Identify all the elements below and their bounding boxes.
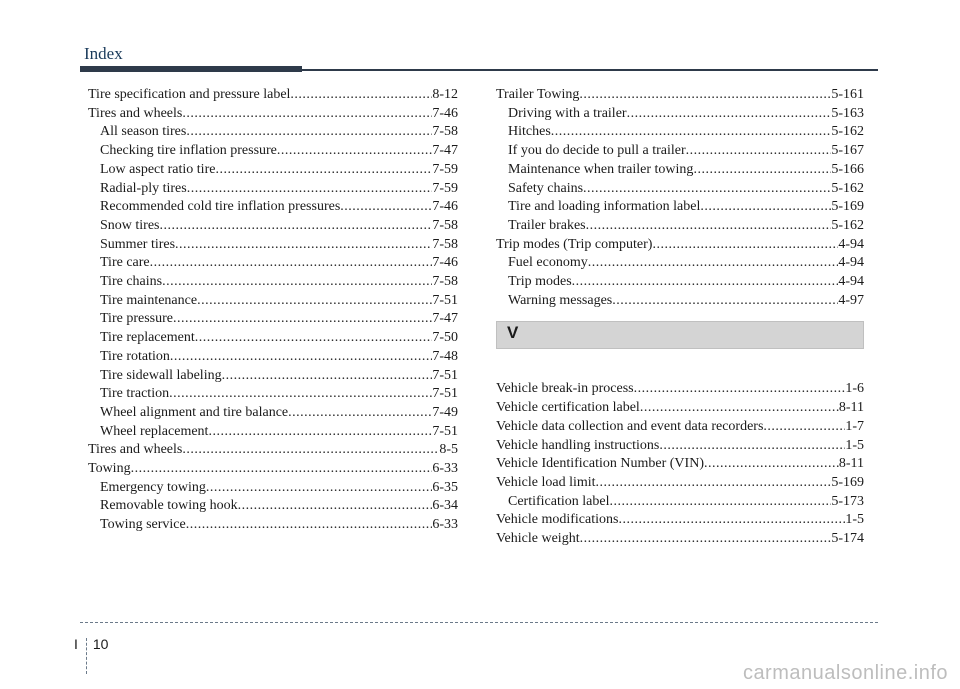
header-rule <box>302 69 878 71</box>
index-page-ref: 5-173 <box>831 493 864 509</box>
index-page-ref: 4-94 <box>838 274 864 290</box>
leader-dots <box>686 142 832 161</box>
index-page-ref: 8-12 <box>432 87 458 102</box>
index-entry[interactable] <box>496 399 864 418</box>
leader-dots <box>588 254 839 273</box>
index-term: Tire specification and pressure label <box>88 87 291 102</box>
leader-dots <box>186 123 432 142</box>
index-term: Snow tires <box>100 217 160 233</box>
index-term: Tire replacement <box>100 330 195 346</box>
index-page-ref: 7-58 <box>432 236 458 252</box>
index-page-ref: 7-46 <box>432 199 458 215</box>
page-title: Index <box>84 44 123 63</box>
index-subentry[interactable] <box>88 310 458 329</box>
leader-dots <box>634 380 846 399</box>
index-page-ref: 1-7 <box>845 418 864 434</box>
header-bar <box>80 66 302 72</box>
leader-dots <box>160 217 433 236</box>
index-subentry[interactable] <box>496 142 864 161</box>
index-subentry[interactable] <box>88 329 458 348</box>
index-page-ref: 7-46 <box>432 105 458 121</box>
leader-dots <box>659 437 845 456</box>
watermark-text: carmanualsonline.info <box>742 662 948 684</box>
index-entry[interactable] <box>496 530 864 549</box>
index-page-ref: 8-11 <box>838 400 864 416</box>
index-term: Vehicle weight <box>496 531 580 547</box>
index-page-ref: 7-58 <box>432 274 458 290</box>
leader-dots <box>277 142 432 161</box>
index-term: Tire care <box>100 255 150 271</box>
index-term: Wheel alignment and tire balance <box>100 404 289 420</box>
leader-dots <box>162 273 432 292</box>
leader-dots <box>150 254 433 273</box>
index-term: Wheel replacement <box>100 423 209 439</box>
leader-dots <box>609 493 831 512</box>
leader-dots <box>195 329 433 348</box>
index-subentry[interactable] <box>496 493 864 512</box>
index-page-ref: 5-162 <box>831 217 864 233</box>
index-term: Driving with a trailer <box>508 105 627 121</box>
index-term: Trailer Towing <box>496 87 580 102</box>
index-term: Hitches <box>508 124 551 140</box>
index-term: Removable towing hook <box>100 498 238 514</box>
index-page-ref: 4-94 <box>838 255 864 271</box>
leader-dots <box>182 105 432 124</box>
leader-dots <box>763 418 845 437</box>
leader-dots <box>551 123 832 142</box>
leader-dots <box>612 292 838 311</box>
leader-dots <box>290 86 432 105</box>
leader-dots <box>215 161 432 180</box>
index-page-ref: 1-5 <box>845 437 864 453</box>
index-term: Vehicle Identification Number (VIN) <box>496 456 704 472</box>
index-entry[interactable] <box>496 474 864 493</box>
index-column-right <box>496 86 864 549</box>
index-page-ref: 5-162 <box>831 180 864 196</box>
leader-dots <box>206 479 432 498</box>
index-subentry[interactable] <box>496 123 864 142</box>
index-subentry[interactable] <box>88 142 458 161</box>
index-term: Low aspect ratio tire <box>100 161 216 177</box>
index-page-ref: 1-6 <box>845 381 864 397</box>
index-subentry[interactable] <box>88 180 458 199</box>
leader-dots <box>238 497 433 516</box>
index-term: Tire and loading information label <box>508 199 701 215</box>
index-subentry[interactable] <box>496 161 864 180</box>
index-page-ref: 7-59 <box>432 161 458 177</box>
leader-dots <box>618 511 845 530</box>
index-term: Tire pressure <box>100 311 173 327</box>
index-page-ref: 5-174 <box>831 531 864 547</box>
index-term: Tires and wheels <box>88 442 183 458</box>
index-subentry[interactable] <box>496 254 864 273</box>
index-page-ref: 5-169 <box>831 199 864 215</box>
index-page-ref: 5-161 <box>831 87 864 102</box>
index-term: Certification label <box>508 493 610 509</box>
index-term: Vehicle load limit <box>496 474 596 490</box>
section-letter-bar <box>496 321 864 349</box>
index-subentry[interactable] <box>496 180 864 199</box>
index-page-ref: 6-33 <box>432 517 458 533</box>
index-term: Tire chains <box>100 274 163 290</box>
index-entry[interactable] <box>88 105 458 124</box>
index-term: Warning messages <box>508 292 613 308</box>
index-subentry[interactable] <box>88 348 458 367</box>
index-page-ref: 7-51 <box>432 367 458 383</box>
index-subentry[interactable] <box>88 273 458 292</box>
footer-separator <box>86 638 87 674</box>
index-term: Tire traction <box>100 386 170 402</box>
leader-dots <box>208 423 432 442</box>
index-subentry[interactable] <box>88 423 458 442</box>
index-term: Vehicle data collection and event data recorders <box>496 418 764 434</box>
index-entry[interactable] <box>496 236 864 255</box>
index-page-ref: 7-46 <box>432 255 458 271</box>
index-subentry[interactable] <box>88 198 458 217</box>
index-page-ref: 7-51 <box>432 292 458 308</box>
index-page-ref: 5-166 <box>831 161 864 177</box>
index-entry[interactable] <box>496 86 864 105</box>
index-column-left <box>88 86 458 535</box>
index-page-ref: 7-48 <box>432 348 458 364</box>
index-page-ref: 7-51 <box>432 423 458 439</box>
footer-section: I <box>74 636 78 652</box>
leader-dots <box>627 105 832 124</box>
index-subentry[interactable] <box>496 198 864 217</box>
leader-dots <box>222 367 433 386</box>
index-page-ref: 1-5 <box>845 512 864 528</box>
leader-dots <box>580 530 832 549</box>
index-term: Radial-ply tires <box>100 180 187 196</box>
index-term: Trip modes <box>508 274 572 290</box>
index-term: Vehicle break-in process <box>496 381 634 397</box>
leader-dots <box>175 236 432 255</box>
index-entry[interactable] <box>496 437 864 456</box>
index-term: Tire maintenance <box>100 292 198 308</box>
leader-dots <box>652 236 838 255</box>
leader-dots <box>197 292 432 311</box>
index-subentry[interactable] <box>88 292 458 311</box>
index-entry[interactable] <box>496 455 864 474</box>
index-page-ref: 7-49 <box>432 404 458 420</box>
leader-dots <box>572 273 839 292</box>
leader-dots <box>131 460 433 479</box>
index-subentry[interactable] <box>88 516 458 535</box>
index-subentry[interactable] <box>88 497 458 516</box>
index-term: Recommended cold tire inflation pressures <box>100 199 341 215</box>
index-subentry[interactable] <box>496 105 864 124</box>
index-page-ref: 5-167 <box>831 143 864 159</box>
index-entry[interactable] <box>88 460 458 479</box>
index-page-ref: 7-50 <box>432 330 458 346</box>
index-page-ref: 8-11 <box>838 456 864 472</box>
section-letter: V <box>507 323 519 343</box>
leader-dots <box>169 385 432 404</box>
leader-dots <box>288 404 432 423</box>
index-page-ref: 6-34 <box>432 498 458 514</box>
index-entry[interactable] <box>496 418 864 437</box>
page-footer <box>74 626 108 662</box>
index-subentry[interactable] <box>88 217 458 236</box>
index-entry[interactable] <box>88 441 458 460</box>
index-subentry[interactable] <box>88 404 458 423</box>
leader-dots <box>182 441 439 460</box>
index-subentry[interactable] <box>88 367 458 386</box>
index-subentry[interactable] <box>88 123 458 142</box>
index-term: Safety chains <box>508 180 584 196</box>
index-page-ref: 7-47 <box>432 143 458 159</box>
index-subentry[interactable] <box>88 479 458 498</box>
index-term: Maintenance when trailer towing <box>508 161 694 177</box>
index-subentry[interactable] <box>88 385 458 404</box>
leader-dots <box>596 474 832 493</box>
index-page-ref: 8-5 <box>439 442 458 458</box>
index-page-ref: 7-58 <box>432 217 458 233</box>
index-term: All season tires <box>100 124 187 140</box>
index-list-t-section <box>496 86 864 310</box>
leader-dots <box>693 161 831 180</box>
index-page-ref: 4-97 <box>838 292 864 308</box>
leader-dots <box>704 455 839 474</box>
index-entry[interactable] <box>496 380 864 399</box>
leader-dots <box>186 516 433 535</box>
leader-dots <box>700 198 831 217</box>
footer-rule <box>80 622 878 623</box>
index-term: Tires and wheels <box>88 105 183 121</box>
index-subentry[interactable] <box>88 254 458 273</box>
leader-dots <box>640 399 839 418</box>
index-page-ref: 5-162 <box>831 124 864 140</box>
index-term: If you do decide to pull a trailer <box>508 143 686 159</box>
index-page-ref: 5-169 <box>831 474 864 490</box>
leader-dots <box>583 180 831 199</box>
index-page-ref: 6-33 <box>432 461 458 477</box>
index-page-ref: 6-35 <box>432 479 458 495</box>
index-page-ref: 7-58 <box>432 124 458 140</box>
index-term: Tire sidewall labeling <box>100 367 222 383</box>
index-page-ref: 7-51 <box>432 386 458 402</box>
footer-page-number: 10 <box>92 636 109 652</box>
index-list-v-section <box>496 380 864 548</box>
index-page-ref: 4-94 <box>838 236 864 252</box>
leader-dots <box>586 217 832 236</box>
leader-dots <box>340 198 432 217</box>
index-page-ref: 5-163 <box>831 105 864 121</box>
index-page-ref: 7-47 <box>432 311 458 327</box>
index-term: Emergency towing <box>100 479 206 495</box>
index-entry[interactable] <box>88 86 458 105</box>
index-term: Vehicle certification label <box>496 400 640 416</box>
index-term: Fuel economy <box>508 255 588 271</box>
index-term: Checking tire inflation pressure <box>100 143 277 159</box>
leader-dots <box>170 348 432 367</box>
index-term: Trip modes (Trip computer) <box>496 236 653 252</box>
index-term: Summer tires <box>100 236 176 252</box>
index-page-ref: 7-59 <box>432 180 458 196</box>
index-subentry[interactable] <box>496 292 864 311</box>
index-term: Vehicle handling instructions <box>496 437 660 453</box>
index-subentry[interactable] <box>88 161 458 180</box>
index-term: Trailer brakes <box>508 217 586 233</box>
leader-dots <box>579 86 831 105</box>
leader-dots <box>187 180 433 199</box>
index-term: Towing <box>88 461 131 477</box>
index-entry[interactable] <box>496 511 864 530</box>
index-term: Vehicle modifications <box>496 512 619 528</box>
index-subentry[interactable] <box>496 273 864 292</box>
index-term: Towing service <box>100 517 186 533</box>
index-subentry[interactable] <box>496 217 864 236</box>
index-subentry[interactable] <box>88 236 458 255</box>
leader-dots <box>173 310 432 329</box>
index-term: Tire rotation <box>100 348 170 364</box>
